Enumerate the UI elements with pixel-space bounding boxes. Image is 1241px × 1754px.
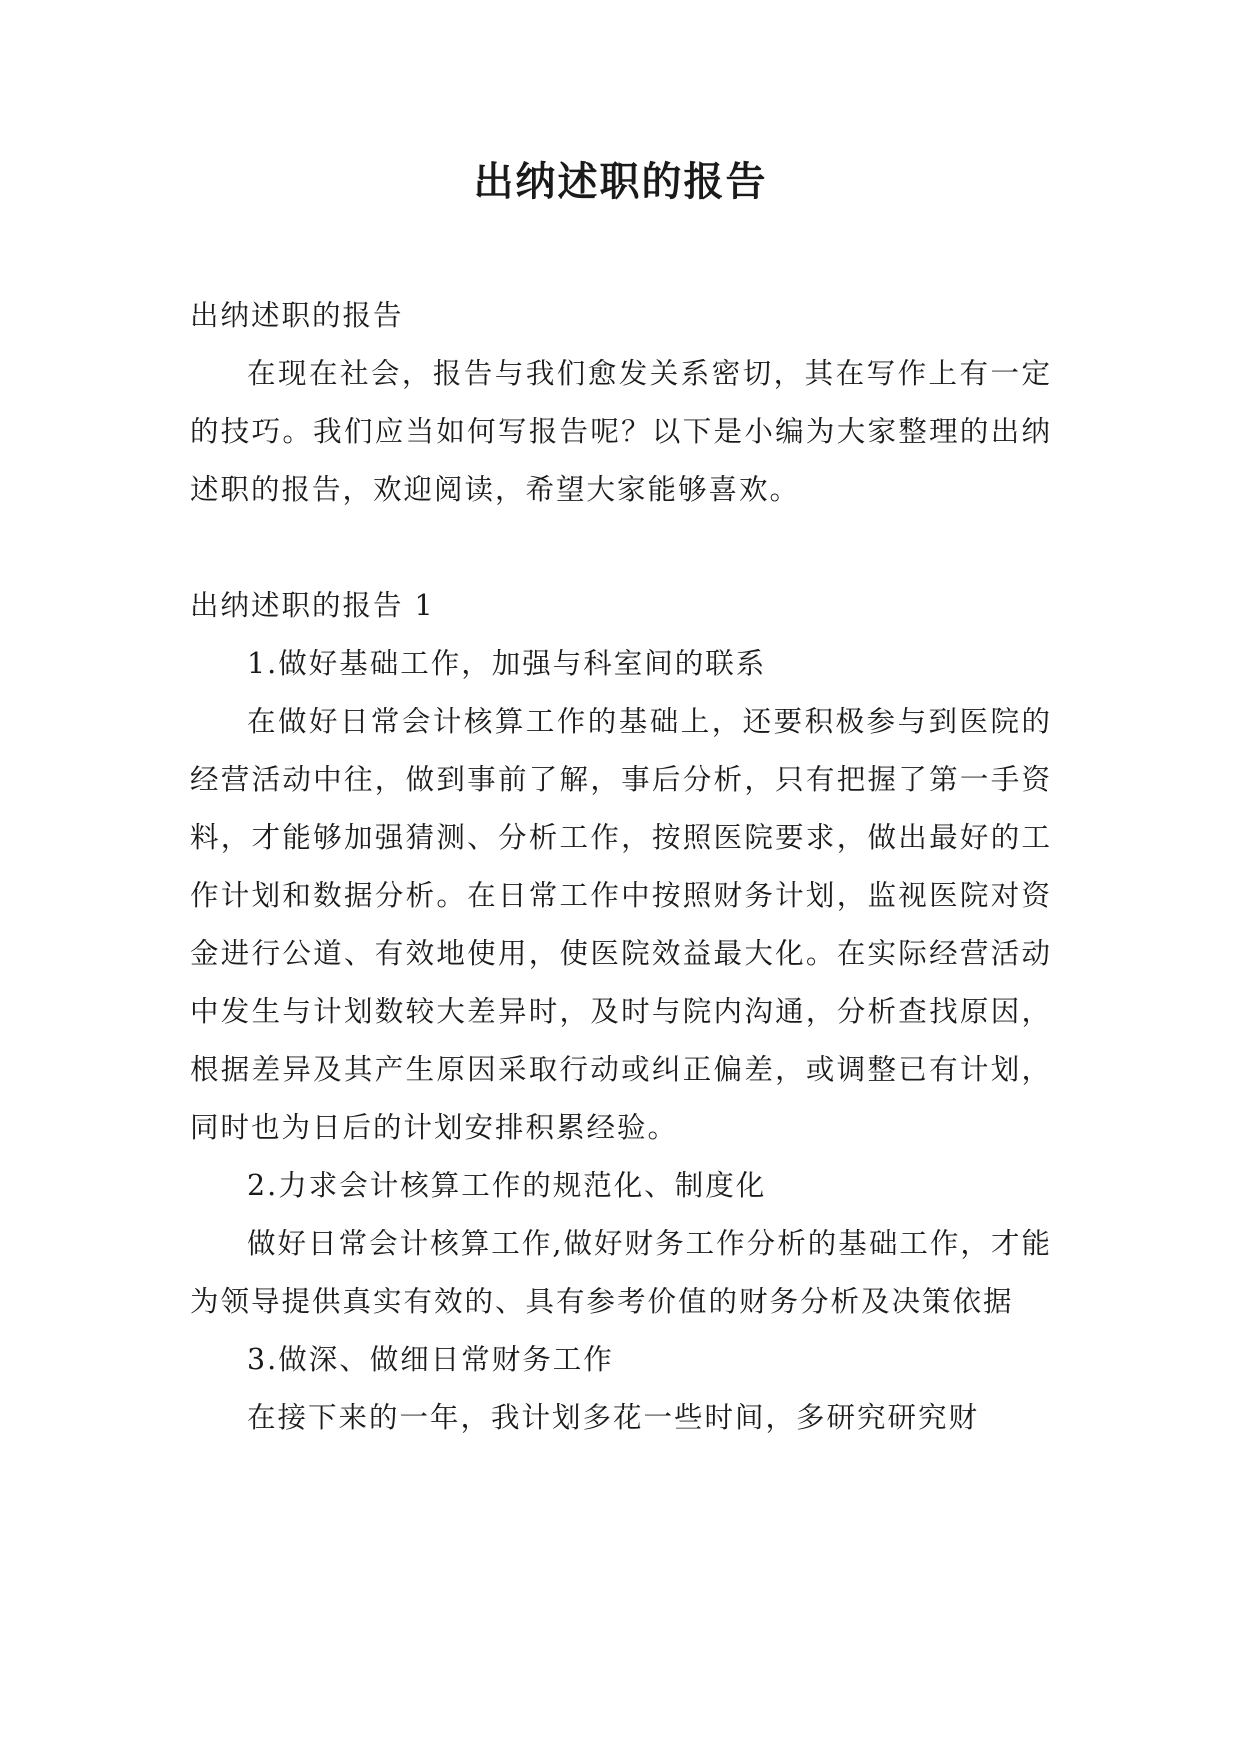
item-3-heading: 3.做深、做细日常财务工作: [247, 1343, 614, 1376]
document-body: [190, 287, 1052, 1447]
document-subtitle: 出纳述职的报告: [190, 299, 404, 332]
item-2-heading: 2.力求会计核算工作的规范化、制度化: [247, 1169, 767, 1202]
section-heading: 出纳述职的报告 1: [190, 589, 435, 622]
page-title: 出纳述职的报告: [473, 158, 768, 205]
item-3-paragraph: 在接下来的一年，我计划多花一些时间，多研究研究财: [247, 1401, 980, 1434]
item-1-paragraph: 在做好日常会计核算工作的基础上，还要积极参与到医院的经营活动中往，做到事前了解，事后分析，只有把握了第一手资料，才能够加强猜测、分析工作，按照医院要求，做出最好的工作计划和数据分析。在日常工作中按照财务计划，监视医院对资金进行公道、有效地使用，使医院效益最大化。在实际经营活动中发生与计划数较大差异时，及时与院内沟通，分析查找原因，根据差异及其产生原因采取行动或纠正偏差，或调整已有计划，同时也为日后的计划安排积累经验。: [190, 705, 1052, 1144]
item-2-paragraph: 做好日常会计核算工作,做好财务工作分析的基础工作，才能为领导提供真实有效的、具有参考价值的财务分析及决策依据: [190, 1227, 1052, 1318]
item-1-heading: 1.做好基础工作，加强与科室间的联系: [247, 647, 767, 680]
intro-paragraph: 在现在社会，报告与我们愈发关系密切，其在写作上有一定的技巧。我们应当如何写报告呢？以下是小编为大家整理的出纳述职的报告，欢迎阅读，希望大家能够喜欢。: [190, 357, 1052, 506]
